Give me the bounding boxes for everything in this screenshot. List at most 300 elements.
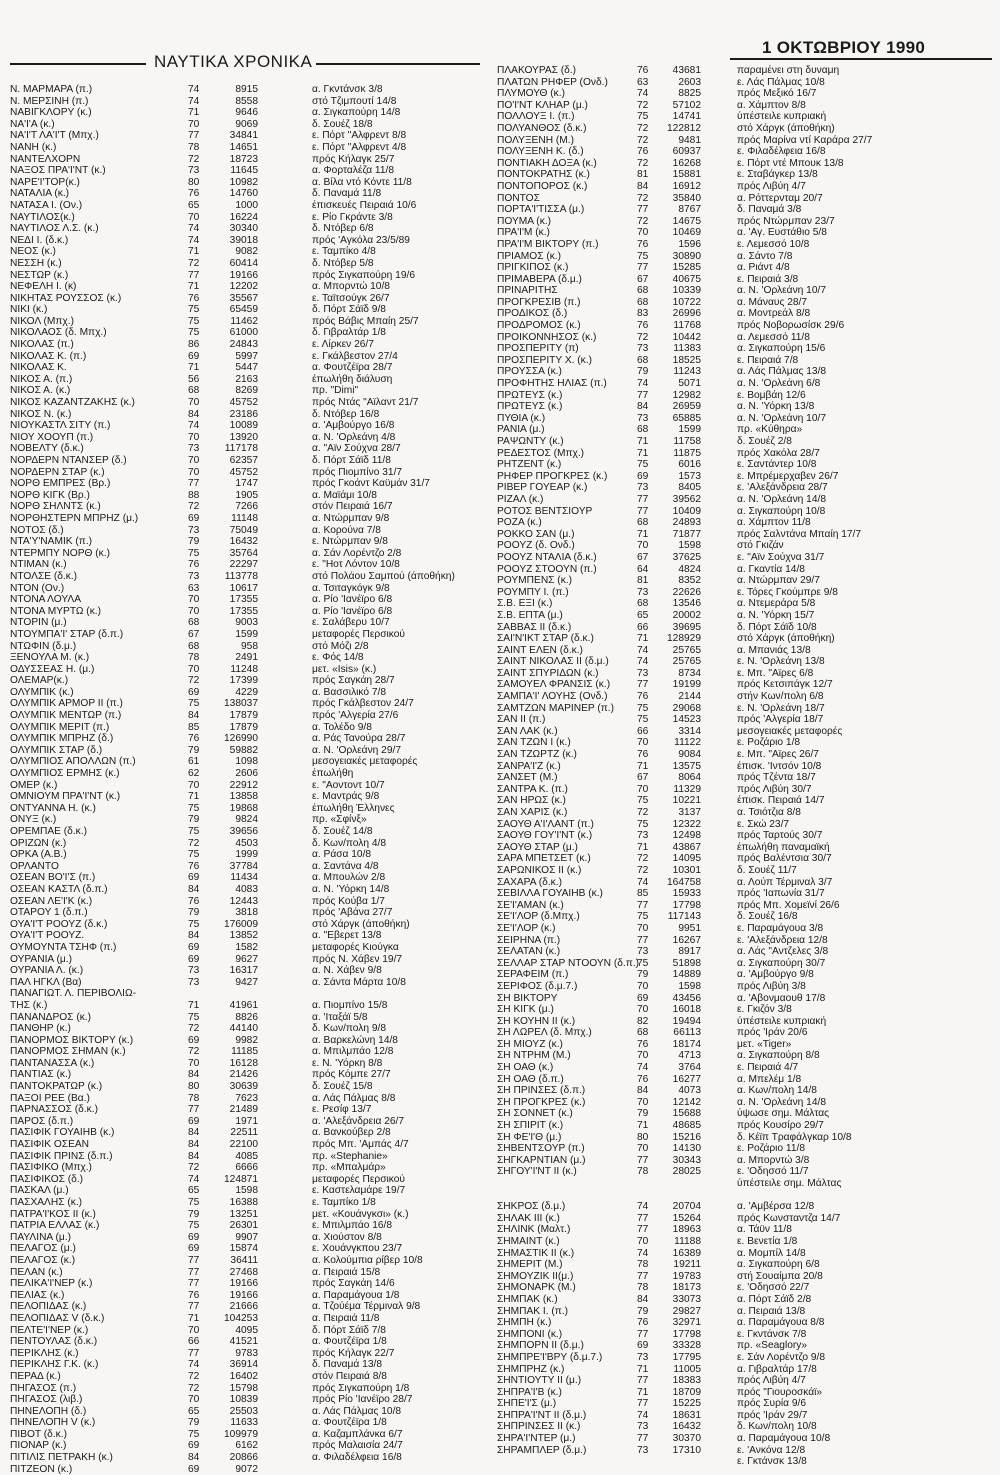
date-rule bbox=[730, 58, 992, 60]
ship-row bbox=[10, 1301, 485, 1313]
tonnage: 11758 bbox=[673, 436, 701, 447]
ship-row bbox=[10, 443, 485, 455]
ship-name: ΟΛΥΜΠΙΚ ΣΤΑΡ (δ.) bbox=[10, 744, 103, 756]
tonnage: 15285 bbox=[672, 262, 701, 274]
position-note: ε. Πειραιά 4/7 bbox=[737, 1062, 799, 1074]
build-year: 84 bbox=[188, 1452, 200, 1464]
ship-name: ΠΟΛΥΑΝΘΟΣ (δ.κ.) bbox=[497, 122, 587, 134]
build-year: 72 bbox=[637, 192, 649, 204]
ship-name: ΣΗΜΠΑΚ Ι. (π.) bbox=[497, 1305, 569, 1317]
tonnage: 17798 bbox=[672, 1328, 701, 1340]
ship-row bbox=[10, 1243, 485, 1255]
ship-name: ΟΡΙΖΩΝ (κ.) bbox=[10, 837, 67, 849]
position-note: πρ. «Κύθηρα» bbox=[737, 424, 803, 436]
tonnage: 17310 bbox=[672, 1444, 701, 1456]
ship-row bbox=[10, 339, 485, 351]
tonnage: 12498 bbox=[672, 830, 701, 842]
build-year: 75 bbox=[188, 547, 200, 559]
position-note: πρός Κήλαγκ 25/7 bbox=[312, 153, 395, 165]
position-note: α. Παραμάγουα 10/8 bbox=[737, 1433, 831, 1445]
ship-row bbox=[10, 849, 485, 861]
position-note: ε. Ν. 'Υόρκη 8/8 bbox=[312, 1057, 383, 1069]
build-year: 77 bbox=[637, 1154, 649, 1166]
position-note: α. Ν. 'Ορλεάνη 4/8 bbox=[312, 431, 396, 443]
ship-row bbox=[497, 204, 997, 216]
build-year: 67 bbox=[637, 772, 649, 784]
tonnage: 1000 bbox=[235, 199, 258, 211]
tonnage: 20002 bbox=[672, 609, 701, 621]
ship-row bbox=[10, 780, 485, 792]
ship-row bbox=[497, 77, 997, 89]
ship-row bbox=[10, 525, 485, 537]
build-year: 73 bbox=[637, 412, 649, 424]
ship-name: ΣΗ ΚΙΓΚ (μ.) bbox=[497, 1004, 554, 1016]
position-note: πρός Κωνσταντζα 14/7 bbox=[737, 1212, 841, 1224]
position-note: α. Χάμπτον 8/8 bbox=[737, 99, 806, 111]
position-note: μεταφορές Περσικού bbox=[312, 1173, 405, 1185]
build-year: 71 bbox=[637, 1363, 649, 1375]
ship-name: ΠΥΘΙΑ (κ.) bbox=[497, 412, 546, 424]
ship-row bbox=[10, 617, 485, 629]
ship-name: ΝΑΝΗ (κ.) bbox=[10, 141, 57, 153]
tonnage: 11462 bbox=[230, 315, 258, 327]
ship-name: ΠΟΥΜΑ (κ.) bbox=[497, 215, 552, 227]
build-year: 84 bbox=[188, 1150, 200, 1162]
position-note: δ. Ντόβερ 6/8 bbox=[312, 223, 374, 235]
tonnage: 8558 bbox=[235, 95, 258, 107]
ship-name: ΠΑΣΙΦΙΚΟ (Μπχ.) bbox=[10, 1162, 92, 1174]
tonnage: 126990 bbox=[224, 733, 258, 745]
tonnage: 14095 bbox=[672, 853, 701, 865]
tonnage: 10301 bbox=[672, 864, 701, 876]
build-year: 83 bbox=[637, 308, 649, 320]
tonnage: 1598 bbox=[678, 980, 701, 992]
position-note: πρός Κετσιπάγκ 12/7 bbox=[737, 679, 833, 691]
build-year: 69 bbox=[188, 350, 200, 362]
tonnage: 1596 bbox=[678, 238, 701, 250]
tonnage: 57102 bbox=[672, 99, 701, 111]
ship-row bbox=[10, 1406, 485, 1418]
ship-name: ΟΥΑ'Ι'Τ ΡΟΟΥΖ. bbox=[10, 930, 85, 942]
build-year: 88 bbox=[188, 489, 200, 501]
ship-name: ΠΡΟΣΠΕΡΙΤΥ (π) bbox=[497, 343, 579, 355]
position-note: δ. Κων/πολη 10/8 bbox=[737, 1421, 817, 1433]
tonnage: 1598 bbox=[235, 1185, 258, 1197]
build-year: 74 bbox=[637, 656, 649, 668]
build-year: 75 bbox=[637, 911, 649, 923]
ship-name: ΠΑΣΧΑΛΗΣ (κ.) bbox=[10, 1197, 83, 1208]
position-note: μετ. «Κουάνγκσι» (κ.) bbox=[312, 1208, 409, 1220]
build-year: 74 bbox=[188, 420, 200, 432]
ship-row bbox=[497, 285, 997, 297]
position-note: δ. Παναμά 3/8 bbox=[737, 204, 802, 216]
build-year: 68 bbox=[637, 598, 649, 610]
build-year: 73 bbox=[637, 946, 649, 958]
ship-row bbox=[497, 1456, 997, 1468]
tonnage: 32971 bbox=[672, 1317, 701, 1329]
ship-row bbox=[10, 1012, 485, 1024]
tonnage: 19494 bbox=[672, 1015, 701, 1027]
build-year: 69 bbox=[188, 1115, 200, 1127]
position-note: έπισκ. Πειραιά 14/7 bbox=[737, 795, 825, 807]
position-note: ε. Ταμπίκο 1/8 bbox=[312, 1197, 376, 1208]
ship-row bbox=[10, 1104, 485, 1116]
tonnage: 8405 bbox=[678, 482, 701, 494]
ship-name: ΣΑΟΥΘ ΓΟΥ'Ι'ΝΤ (κ.) bbox=[497, 830, 593, 842]
position-note: πρός Χακόλα 28/7 bbox=[737, 447, 820, 459]
position-note: α. Ράσα 10/8 bbox=[312, 849, 372, 861]
position-note: ε. Φός 14/8 bbox=[312, 652, 364, 664]
tonnage: 4095 bbox=[235, 1324, 258, 1336]
tonnage: 23186 bbox=[229, 408, 258, 420]
tonnage: 4083 bbox=[235, 883, 258, 895]
ship-row bbox=[497, 993, 997, 1005]
position-note: μεσογειακές μεταφορές bbox=[312, 756, 418, 768]
position-note: ύπέστειλε κυπριακή bbox=[737, 111, 827, 123]
ship-row bbox=[497, 1074, 997, 1086]
position-note: δ. Σουέζ 14/8 bbox=[312, 826, 373, 837]
ship-name: ΠΑΛ ΗΓΚΛ (Βα) bbox=[10, 976, 82, 988]
build-year: 80 bbox=[188, 1081, 200, 1093]
tonnage: 2491 bbox=[235, 652, 258, 664]
tonnage: 16128 bbox=[229, 1057, 258, 1069]
tonnage: 25503 bbox=[229, 1405, 258, 1417]
tonnage: 3764 bbox=[678, 1062, 701, 1074]
build-year: 78 bbox=[637, 1166, 649, 1178]
build-year: 75 bbox=[637, 702, 649, 714]
ship-name: ΝΙΚΟΛΑΣ (π.) bbox=[10, 339, 74, 351]
build-year: 71 bbox=[188, 1312, 200, 1324]
build-year: 70 bbox=[188, 779, 200, 791]
tonnage: 16268 bbox=[672, 157, 701, 169]
ship-name: ΝΑΡΕ'Ι'ΤΟΡ(κ.) bbox=[10, 176, 80, 188]
build-year: 69 bbox=[188, 941, 200, 953]
build-year: 76 bbox=[188, 292, 200, 304]
build-year: 84 bbox=[637, 1085, 649, 1097]
tonnage: 14760 bbox=[229, 188, 258, 200]
position-note: ε. Σταβάγκερ 13/8 bbox=[737, 169, 818, 181]
build-year: 63 bbox=[637, 76, 649, 88]
build-year: 77 bbox=[637, 679, 649, 691]
build-year: 75 bbox=[637, 111, 649, 123]
ship-name: ΠΕΡΑΔ (κ.) bbox=[10, 1370, 61, 1382]
ship-row bbox=[10, 1174, 485, 1186]
ship-name: ΠΟΝΤΟΚΡΑΤΗΣ (κ.) bbox=[497, 169, 590, 181]
build-year: 84 bbox=[637, 180, 649, 192]
ship-row bbox=[10, 1290, 485, 1302]
tonnage: 33073 bbox=[672, 1293, 701, 1305]
ship-name: ΣΗΜΟΥΖΙΚ ΙΙ(μ.) bbox=[497, 1270, 574, 1282]
position-note: α. 'Αγ. Ευστάθιο 5/8 bbox=[737, 227, 827, 239]
position-note: α. Κορούνα 7/8 bbox=[312, 524, 381, 536]
build-year: 79 bbox=[188, 744, 200, 756]
ship-row bbox=[10, 1220, 485, 1232]
position-note: δ. Παναμά 13/8 bbox=[312, 1359, 382, 1371]
tonnage: 13251 bbox=[229, 1208, 258, 1220]
position-note: α. Σιγκαπούρη 14/8 bbox=[312, 107, 401, 119]
ship-name: ΠΕΡΙΚΛΗΣ Γ.Κ. (κ.) bbox=[10, 1359, 99, 1371]
ship-name: ΠΑΝΘΗΡ (κ.) bbox=[10, 1023, 71, 1035]
ship-name: ΣΕΛΑΤΑΝ (κ.) bbox=[497, 946, 561, 958]
ship-row bbox=[497, 100, 997, 112]
ship-row bbox=[10, 641, 485, 653]
ship-row bbox=[10, 536, 485, 548]
ship-row bbox=[497, 900, 997, 912]
position-note: α. Σιγκαπούρη 8/8 bbox=[737, 1050, 820, 1062]
ship-row bbox=[10, 1278, 485, 1290]
build-year: 72 bbox=[188, 257, 200, 269]
position-note: α. Λάς Πάλμας 8/8 bbox=[312, 1092, 396, 1104]
ship-row bbox=[10, 1232, 485, 1244]
ship-row bbox=[497, 1039, 997, 1051]
tonnage: 11188 bbox=[674, 1235, 701, 1247]
ship-name: ΟΛΥΜΠΙΟΣ ΑΠΟΛΛΩΝ (π.) bbox=[10, 756, 136, 768]
tonnage: 11185 bbox=[231, 1046, 258, 1058]
tonnage: 22511 bbox=[230, 1127, 258, 1139]
ship-row bbox=[10, 119, 485, 131]
build-year: 75 bbox=[188, 1011, 200, 1023]
build-year: 75 bbox=[188, 826, 200, 837]
build-year: 69 bbox=[637, 992, 649, 1004]
ship-row bbox=[497, 1213, 997, 1225]
ship-row bbox=[497, 65, 997, 77]
ship-row bbox=[497, 1120, 997, 1132]
tonnage: 37784 bbox=[229, 860, 258, 872]
position-note: πρός Λιβύη 4/7 bbox=[737, 180, 806, 192]
ship-row bbox=[497, 1398, 997, 1410]
ship-name: ΣΕ'Ι'ΛΟΡ (δ.Μπχ.) bbox=[497, 911, 580, 923]
tonnage: 15264 bbox=[672, 1212, 701, 1224]
build-year: 77 bbox=[637, 899, 649, 911]
ship-name: ΣΑΝΤΡΑ Κ. (π.) bbox=[497, 783, 568, 795]
position-note: α. Λάς "Αντζελες 3/8 bbox=[737, 946, 829, 958]
position-note: α. Μπανιάς 13/8 bbox=[737, 644, 811, 656]
ship-name: ΝΟΡΘ ΕΜΠΡΕΣ (Βρ.) bbox=[10, 478, 111, 490]
ship-name: ΡΟΥΜΠΕΝΣ (κ.) bbox=[497, 575, 573, 587]
build-year: 73 bbox=[188, 965, 200, 977]
ship-name: ΣΑΙΝΤ ΝΙΚΟΛΑΣ ΙΙ (δ.μ.) bbox=[497, 656, 609, 668]
tonnage: 15881 bbox=[672, 169, 701, 181]
ship-name: ΝΤΟΛΣΕ (δ.κ.) bbox=[10, 570, 78, 582]
ship-row bbox=[497, 1329, 997, 1341]
tonnage: 4085 bbox=[235, 1150, 258, 1162]
ship-row bbox=[10, 212, 485, 224]
ship-name: ΠΟΛΥΞΕΝΗ Κ. (δ.) bbox=[497, 146, 584, 158]
ship-name: ΟΣΕΑΝ ΚΑΣΤΛ (δ.π.) bbox=[10, 883, 108, 895]
ship-row bbox=[497, 1027, 997, 1039]
position-note: α. Πειραιά 11/8 bbox=[312, 1312, 380, 1324]
tonnage: 48685 bbox=[672, 1120, 701, 1132]
ship-row bbox=[497, 575, 997, 587]
tonnage: 1747 bbox=[235, 478, 258, 490]
ship-row bbox=[497, 1364, 997, 1376]
ship-row bbox=[10, 768, 485, 780]
position-note: πρός Σαγκάη 14/6 bbox=[312, 1278, 395, 1290]
tonnage: 30890 bbox=[672, 250, 701, 262]
position-note: α. Φουτζέϊρα 28/7 bbox=[312, 362, 393, 374]
build-year: 69 bbox=[188, 1034, 200, 1046]
build-year: 71 bbox=[188, 107, 200, 119]
position-note: πρός Κουσίρο 29/7 bbox=[737, 1120, 824, 1132]
position-note: α. Ν. 'Ορλεάνη 29/7 bbox=[312, 744, 401, 756]
position-note: πρός Λιβύη 30/7 bbox=[737, 783, 812, 795]
build-year: 77 bbox=[637, 1224, 649, 1236]
ship-row bbox=[10, 467, 485, 479]
ship-row bbox=[497, 227, 997, 239]
ship-name: ΠΗΓΑΣΟΣ (π.) bbox=[10, 1382, 77, 1394]
ship-row bbox=[497, 413, 997, 425]
build-year: 71 bbox=[188, 281, 200, 293]
ship-name: ΠΑΝΑΝΔΡΟΣ (κ.) bbox=[10, 1011, 92, 1023]
tonnage: 18383 bbox=[672, 1375, 701, 1387]
ship-name: ΝΤΟΡΙΝ (μ.) bbox=[10, 617, 67, 629]
build-year: 69 bbox=[188, 512, 200, 524]
build-year: 79 bbox=[637, 1108, 649, 1120]
ship-name: ΤΗΣ (κ.) bbox=[10, 999, 48, 1011]
ship-name: ΟΝΥΞ (κ.) bbox=[10, 814, 57, 826]
ship-row bbox=[10, 791, 485, 803]
ship-name: ΠΡΩΤΕΥΣ (κ.) bbox=[497, 389, 563, 401]
tonnage: 65885 bbox=[672, 412, 701, 424]
ship-row bbox=[497, 1306, 997, 1318]
ship-name: ΝΤΟΝΑ ΜΥΡΤΩ (κ.) bbox=[10, 605, 102, 617]
tonnage: 8915 bbox=[235, 84, 258, 95]
position-note: ε. Πειραιά 3/8 bbox=[737, 273, 799, 285]
ship-name: ΝΙΚΗΤΑΣ ΡΟΥΣΣΟΣ (κ.) bbox=[10, 292, 122, 304]
tonnage: 109979 bbox=[224, 1428, 258, 1440]
ship-name: ΝΕΣΣΗ (κ.) bbox=[10, 257, 62, 269]
ship-name: ΠΟΛΛΟΥΞ Ι. (π.) bbox=[497, 111, 575, 123]
tonnage: 26301 bbox=[229, 1220, 258, 1232]
build-year: 84 bbox=[188, 1139, 200, 1151]
build-year: 75 bbox=[188, 315, 200, 327]
build-year: 70 bbox=[637, 922, 649, 934]
position-note: ύπέστειλε σημ. Μάλτας bbox=[737, 1178, 842, 1189]
tonnage: 9084 bbox=[678, 749, 701, 761]
ship-row bbox=[497, 703, 997, 715]
ship-name: ΝΑ'Ι'Α (κ.) bbox=[10, 118, 55, 130]
ship-row bbox=[10, 96, 485, 108]
ship-row bbox=[10, 675, 485, 687]
tonnage: 8917 bbox=[678, 946, 701, 958]
build-year: 70 bbox=[188, 397, 200, 409]
build-year: 71 bbox=[188, 246, 200, 258]
ship-name: ΣΑΝ ΧΑΡΙΣ (κ.) bbox=[497, 807, 568, 818]
ship-name: ΣΑΜΠΑ'Ι' ΛΟΥΗΣ (Ονδ.) bbox=[497, 691, 608, 703]
tonnage: 10617 bbox=[229, 582, 258, 594]
build-year: 70 bbox=[637, 227, 649, 239]
build-year: 74 bbox=[188, 1173, 200, 1185]
ship-row bbox=[497, 1352, 997, 1364]
ship-name: ΠΡΙΝΑΡΙΤΗΣ bbox=[497, 285, 558, 297]
tonnage: 6162 bbox=[235, 1440, 258, 1452]
tonnage: 8767 bbox=[678, 204, 701, 216]
ship-name: ΣΗΜΠΟΡΝ ΙΙ (δ.μ.) bbox=[497, 1340, 584, 1352]
tonnage: 66113 bbox=[673, 1027, 701, 1039]
ship-name: ΝΙΚΟΛΑΣ Κ. bbox=[10, 362, 67, 374]
ship-name: ΝΑΝΤΕΛΧΟΡΝ bbox=[10, 153, 81, 165]
ship-row bbox=[10, 1267, 485, 1279]
ship-row bbox=[497, 436, 997, 448]
build-year: 73 bbox=[637, 830, 649, 842]
tonnage: 9003 bbox=[235, 617, 258, 629]
build-year: 73 bbox=[637, 343, 649, 355]
tonnage: 18963 bbox=[672, 1224, 701, 1236]
tonnage: 16277 bbox=[672, 1073, 701, 1085]
tonnage: 8064 bbox=[678, 772, 701, 784]
ship-row bbox=[497, 401, 997, 413]
tonnage: 24843 bbox=[229, 339, 258, 351]
ship-row bbox=[497, 1375, 997, 1387]
ship-row bbox=[497, 1132, 997, 1144]
ship-name: ΟΡΛΑΝΤΟ bbox=[10, 860, 59, 872]
tonnage: 75049 bbox=[229, 524, 258, 536]
ship-row bbox=[497, 564, 997, 576]
ship-row bbox=[497, 1271, 997, 1283]
ship-name: ΠΕΛΟΠΙΔΑΣ V (δ.κ.) bbox=[10, 1312, 105, 1324]
build-year: 76 bbox=[637, 691, 649, 703]
ship-name: ΠΟΝΤΟΣ bbox=[497, 192, 540, 204]
position-note: α. Πειραιά 13/8 bbox=[737, 1305, 806, 1317]
ship-name: ΠΕΝΤΟΥΛΑΣ (δ.κ.) bbox=[10, 1336, 98, 1348]
build-year: 68 bbox=[637, 1027, 649, 1039]
build-year: 70 bbox=[637, 1004, 649, 1016]
ship-row bbox=[497, 216, 997, 228]
build-year: 76 bbox=[637, 65, 649, 76]
ship-name: ΝΙΚΟΛ (Μπχ.) bbox=[10, 315, 74, 327]
tonnage: 9082 bbox=[235, 246, 258, 258]
position-note: ε. 'Ανκόνα 12/8 bbox=[737, 1444, 806, 1456]
build-year: 65 bbox=[637, 609, 649, 621]
build-year: 73 bbox=[637, 586, 649, 598]
position-note: α. Μπορντώ 10/8 bbox=[312, 281, 390, 293]
ship-row bbox=[497, 784, 997, 796]
ship-row bbox=[10, 803, 485, 815]
ship-row bbox=[497, 494, 997, 506]
position-note: α. Ν. 'Ορλεάνη 10/7 bbox=[737, 412, 826, 424]
build-year: 66 bbox=[188, 1336, 200, 1348]
ship-row bbox=[10, 1127, 485, 1139]
position-note: α. "Αϊν Σούχνα 28/7 bbox=[312, 443, 401, 455]
ship-row bbox=[10, 942, 485, 954]
ship-row bbox=[497, 1317, 997, 1329]
ship-name: ΝΙΚΟΛΑΟΣ (δ. Μπχ.) bbox=[10, 327, 107, 339]
ship-name: ΠΛΑΚΟΥΡΑΣ (δ.) bbox=[497, 65, 577, 76]
ship-name: ΞΕΝΟΥΛΑ Μ. (κ.) bbox=[10, 652, 90, 664]
position-note: α. Ν. 'Υόρκη 13/8 bbox=[737, 401, 815, 413]
ship-name: ΠΑΤΡΙΑ ΕΛΛΑΣ (κ.) bbox=[10, 1220, 100, 1232]
build-year: 68 bbox=[637, 285, 649, 297]
ship-name: ΡΑΝΙΑ (μ.) bbox=[497, 424, 545, 436]
position-note: α. Πιομπίνο 15/8 bbox=[312, 999, 388, 1011]
build-year: 85 bbox=[637, 888, 649, 900]
build-year: 84 bbox=[188, 883, 200, 895]
tonnage: 2144 bbox=[678, 691, 701, 703]
ship-row bbox=[10, 1197, 485, 1209]
position-note: ε. Βομβάη 12/6 bbox=[737, 389, 806, 401]
tonnage: 45752 bbox=[229, 397, 258, 409]
position-note: ε. Γκάλβεστον 27/4 bbox=[312, 350, 398, 362]
tonnage: 36411 bbox=[230, 1254, 258, 1266]
ship-row bbox=[497, 1016, 997, 1028]
position-note: πρός 'Αλγερία 18/7 bbox=[737, 714, 824, 726]
build-year: 74 bbox=[188, 223, 200, 235]
position-note: έπωλήθη διάλυση bbox=[312, 373, 393, 385]
ship-name: ΠΡΑ'Ι'Μ ΒΙΚΤΟΡΥ (π.) bbox=[497, 238, 599, 250]
ship-name: ΠΑΡΝΑΣΣΟΣ (δ.κ.) bbox=[10, 1104, 98, 1116]
position-note: δ. Σουέζ 16/8 bbox=[737, 911, 798, 923]
build-year: 70 bbox=[637, 1096, 649, 1108]
